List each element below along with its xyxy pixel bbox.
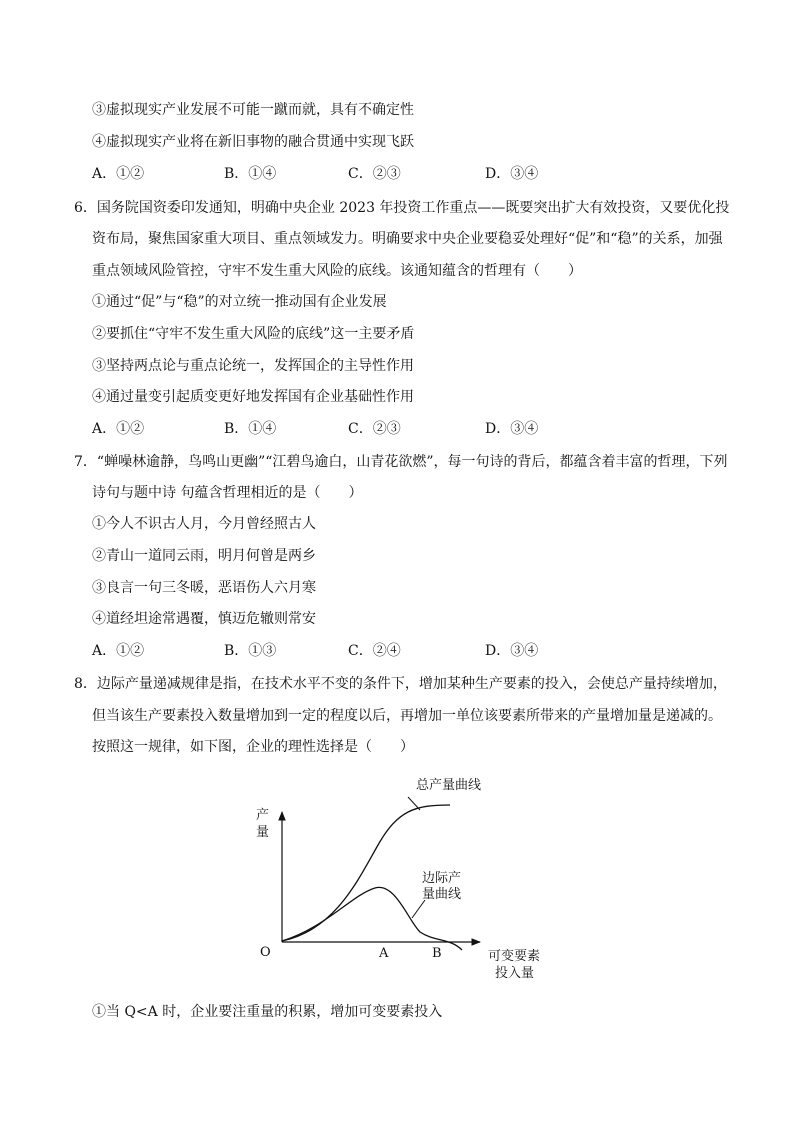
point-b-label: B xyxy=(432,946,442,961)
choice-c: C．②③ xyxy=(348,421,401,437)
q7-option-2: ②青山一道同云雨，明月何曾是两乡 xyxy=(92,548,316,564)
choice-a: A．①② xyxy=(92,643,145,659)
q6-stem-line-3: 重点领域风险管控，守牢不发生重大风险的底线。该通知蕴含的哲理有（ ） xyxy=(92,263,582,279)
q7-stem-line-1: 7．“蝉噪林逾静，鸟鸣山更幽”“江碧鸟逾白，山青花欲燃”，每一句诗的背后，都蕴含着丰富的哲理，下列 xyxy=(74,454,728,470)
q5-option-4: ④虚拟现实产业将在新旧事物的融合贯通中实现飞跃 xyxy=(92,134,414,150)
total-curve-label: 总产量曲线 xyxy=(416,778,482,793)
point-a-label: A xyxy=(379,946,389,961)
q6-option-3: ③坚持两点论与重点论统一，发挥国企的主导性作用 xyxy=(92,358,414,374)
x-axis-label-2: 投入量 xyxy=(495,966,535,981)
q7-option-1: ①今人不识古人月，今月曾经照古人 xyxy=(92,516,316,532)
q6-option-4: ④通过量变引起质变更好地发挥国有企业基础性作用 xyxy=(92,389,414,405)
q5-option-3: ③虚拟现实产业发展不可能一蹴而就，具有不确定性 xyxy=(92,102,414,118)
q7-option-4: ④道经坦途常遇覆，慎迈危辙则常安 xyxy=(92,611,316,627)
choice-b: B．①④ xyxy=(224,166,277,182)
q6-option-2: ②要抓住“守牢不发生重大风险的底线”这一主要矛盾 xyxy=(92,326,415,342)
q6-option-1: ①通过“促”与“稳”的对立统一推动国有企业发展 xyxy=(92,294,387,310)
y-axis-label-2: 量 xyxy=(256,825,270,840)
q7-option-3: ③良言一句三冬暖，恶语伤人六月寒 xyxy=(92,580,316,596)
choice-c: C．②③ xyxy=(348,166,401,182)
x-axis-label-1: 可变要素 xyxy=(488,949,541,964)
marginal-curve-leader xyxy=(412,900,425,918)
origin-label: O xyxy=(260,945,271,960)
marginal-curve-label-1: 边际产 xyxy=(422,871,462,886)
total-curve-leader xyxy=(408,797,420,810)
choice-a: A．①② xyxy=(92,166,145,182)
q8-stem-line-2: 但当该生产要素投入数量增加到一定的程度以后，再增加一单位该要素所带来的产量增加量是递减的。 xyxy=(92,708,722,724)
q7-stem-line-2: 诗句与题中诗 句蕴含哲理相近的是（ ） xyxy=(92,485,363,501)
choice-a: A．①② xyxy=(92,421,145,437)
production-curves-figure xyxy=(240,770,560,990)
choice-d: D．③④ xyxy=(485,643,539,659)
choice-b: B．①③ xyxy=(224,643,277,659)
choice-b: B．①④ xyxy=(224,421,277,437)
choice-d: D．③④ xyxy=(485,166,539,182)
choice-c: C．②④ xyxy=(348,643,401,659)
q6-choices xyxy=(92,419,612,439)
q5-choices xyxy=(92,164,612,184)
y-axis-label-1: 产 xyxy=(256,808,270,823)
q8-stem-line-3: 按照这一规律，如下图，企业的理性选择是（ ） xyxy=(92,739,414,755)
q8-option-1: ①当 Q<A 时，企业要注重量的积累，增加可变要素投入 xyxy=(92,1004,443,1020)
q6-stem-line-1: 6．国务院国资委印发通知，明确中央企业 2023 年投资工作重点——既要突出扩大有效投资，又要优化投 xyxy=(74,200,730,216)
choice-d: D．③④ xyxy=(485,421,539,437)
marginal-curve-label-2: 量曲线 xyxy=(422,887,462,902)
q6-stem-line-2: 资布局，聚焦国家重大项目、重点领域发力。明确要求中央企业要稳妥处理好“促”和“稳”的关系，加强 xyxy=(92,231,723,247)
q8-stem-line-1: 8．边际产量递减规律是指，在技术水平不变的条件下，增加某种生产要素的投入，会使总产量持续增加， xyxy=(74,676,727,692)
q7-choices xyxy=(92,641,612,661)
